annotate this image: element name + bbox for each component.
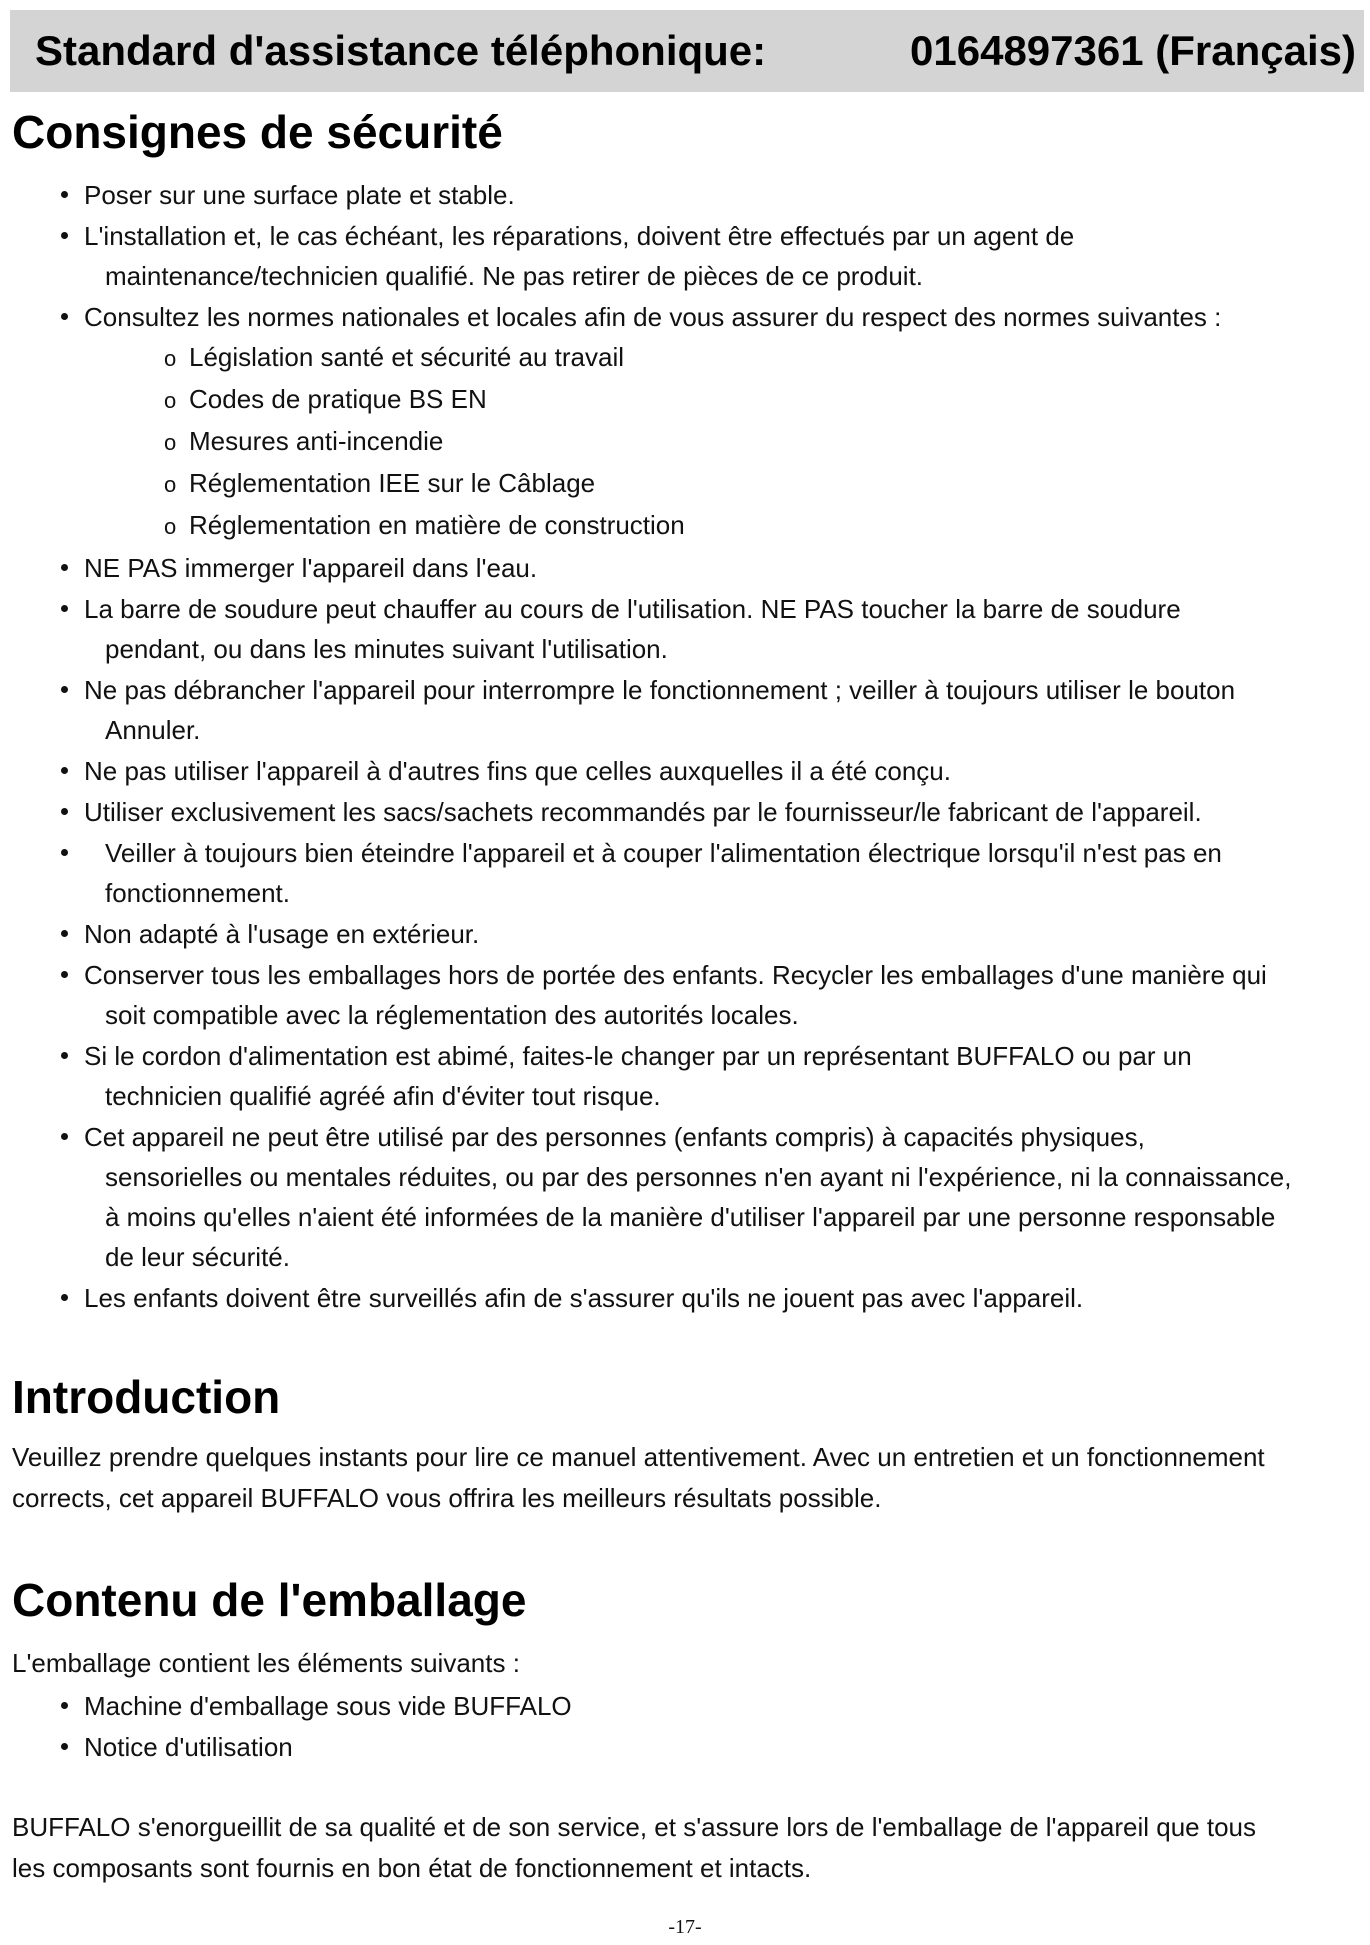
header-phone: 0164897361 (Français) — [910, 27, 1356, 74]
sub-item: o Codes de pratique BS EN — [164, 384, 487, 414]
list-item: Les enfants doivent être surveillés afin de s'assurer qu'ils ne jouent pas avec l'appareil. — [12, 1278, 1368, 1318]
sub-item: o Réglementation IEE sur le Câblage — [164, 468, 596, 498]
contents-lead: L'emballage contient les éléments suivants : — [12, 1648, 520, 1678]
list-item: Ne pas débrancher l'appareil pour interrompre le fonctionnement ; veiller à toujours utiliser le bouton Annuler. — [12, 670, 1368, 750]
sub-item: o Mesures anti-incendie — [164, 426, 444, 456]
sub-item: o Législation santé et sécurité au travail — [164, 342, 625, 372]
list-item: Veiller à toujours bien éteindre l'appareil et à couper l'alimentation électrique lorsqu'il n'est pas en fonctionnement. — [12, 833, 1368, 913]
sub-item: o Réglementation en matière de construction — [164, 510, 685, 540]
page-number: -17- — [668, 1916, 702, 1938]
list-item: NE PAS immerger l'appareil dans l'eau. — [12, 548, 1368, 588]
contents-heading: Contenu de l'emballage — [12, 1574, 527, 1626]
list-item: Consultez les normes nationales et locales afin de vous assurer du respect des normes suivantes : o Législation santé et sécurité au travail o Codes de pratique BS EN o Mesures anti-incendie o Réglementation IEE sur le Câblage o Réglementation en matière de construction — [12, 297, 1368, 547]
list-item: Si le cordon d'alimentation est abimé, faites-le changer par un représentant BUFFALO ou par un technicien qualifié agréé afin d'éviter tout risque. — [12, 1036, 1368, 1116]
list-item: Ne pas utiliser l'appareil à d'autres fins que celles auxquelles il a été conçu. — [12, 751, 1368, 791]
introduction-text: Veuillez prendre quelques instants pour lire ce manuel attentivement. Avec un entretien et un fonctionnement corrects, cet appareil BUFFALO vous offrira les meilleurs résultats possible. — [12, 1442, 1265, 1513]
list-item: Utiliser exclusivement les sacs/sachets recommandés par le fournisseur/le fabricant de l'appareil. — [12, 792, 1368, 832]
introduction-heading: Introduction — [12, 1371, 281, 1423]
safety-heading: Consignes de sécurité — [12, 106, 503, 158]
list-item: Non adapté à l'usage en extérieur. — [12, 914, 1368, 954]
list-item: La barre de soudure peut chauffer au cours de l'utilisation. NE PAS toucher la barre de soudure pendant, ou dans les minutes suivant l'utilisation. — [12, 589, 1368, 669]
contents-list — [12, 1686, 1352, 1768]
list-item: Cet appareil ne peut être utilisé par des personnes (enfants compris) à capacités physiques, sensorielles ou mentales réduites, ou par des personnes n'en ayant ni l'expérience, ni la connaissance, à moins qu'elles n'aient été informées de la manière d'utiliser l'appareil par une personne responsable de leur sécurité. — [12, 1117, 1368, 1277]
quality-note: BUFFALO s'enorgueillit de sa qualité et de son service, et s'assure lors de l'emballage de l'appareil que tous les composants sont fournis en bon état de fonctionnement et intacts. — [12, 1812, 1256, 1883]
standards-sublist — [84, 337, 1368, 547]
list-item: Machine d'emballage sous vide BUFFALO — [12, 1686, 1352, 1726]
header-title: Standard d'assistance téléphonique: — [35, 27, 767, 74]
list-item: Conserver tous les emballages hors de portée des enfants. Recycler les emballages d'une manière qui soit compatible avec la réglementation des autorités locales. — [12, 955, 1368, 1035]
list-item: L'installation et, le cas échéant, les réparations, doivent être effectués par un agent de maintenance/technicien qualifié. Ne pas retirer de pièces de ce produit. — [12, 216, 1368, 296]
safety-list — [12, 175, 1368, 1319]
list-item: Poser sur une surface plate et stable. — [12, 175, 1368, 215]
header-bar — [10, 10, 1364, 92]
list-item: Notice d'utilisation — [12, 1727, 1352, 1767]
